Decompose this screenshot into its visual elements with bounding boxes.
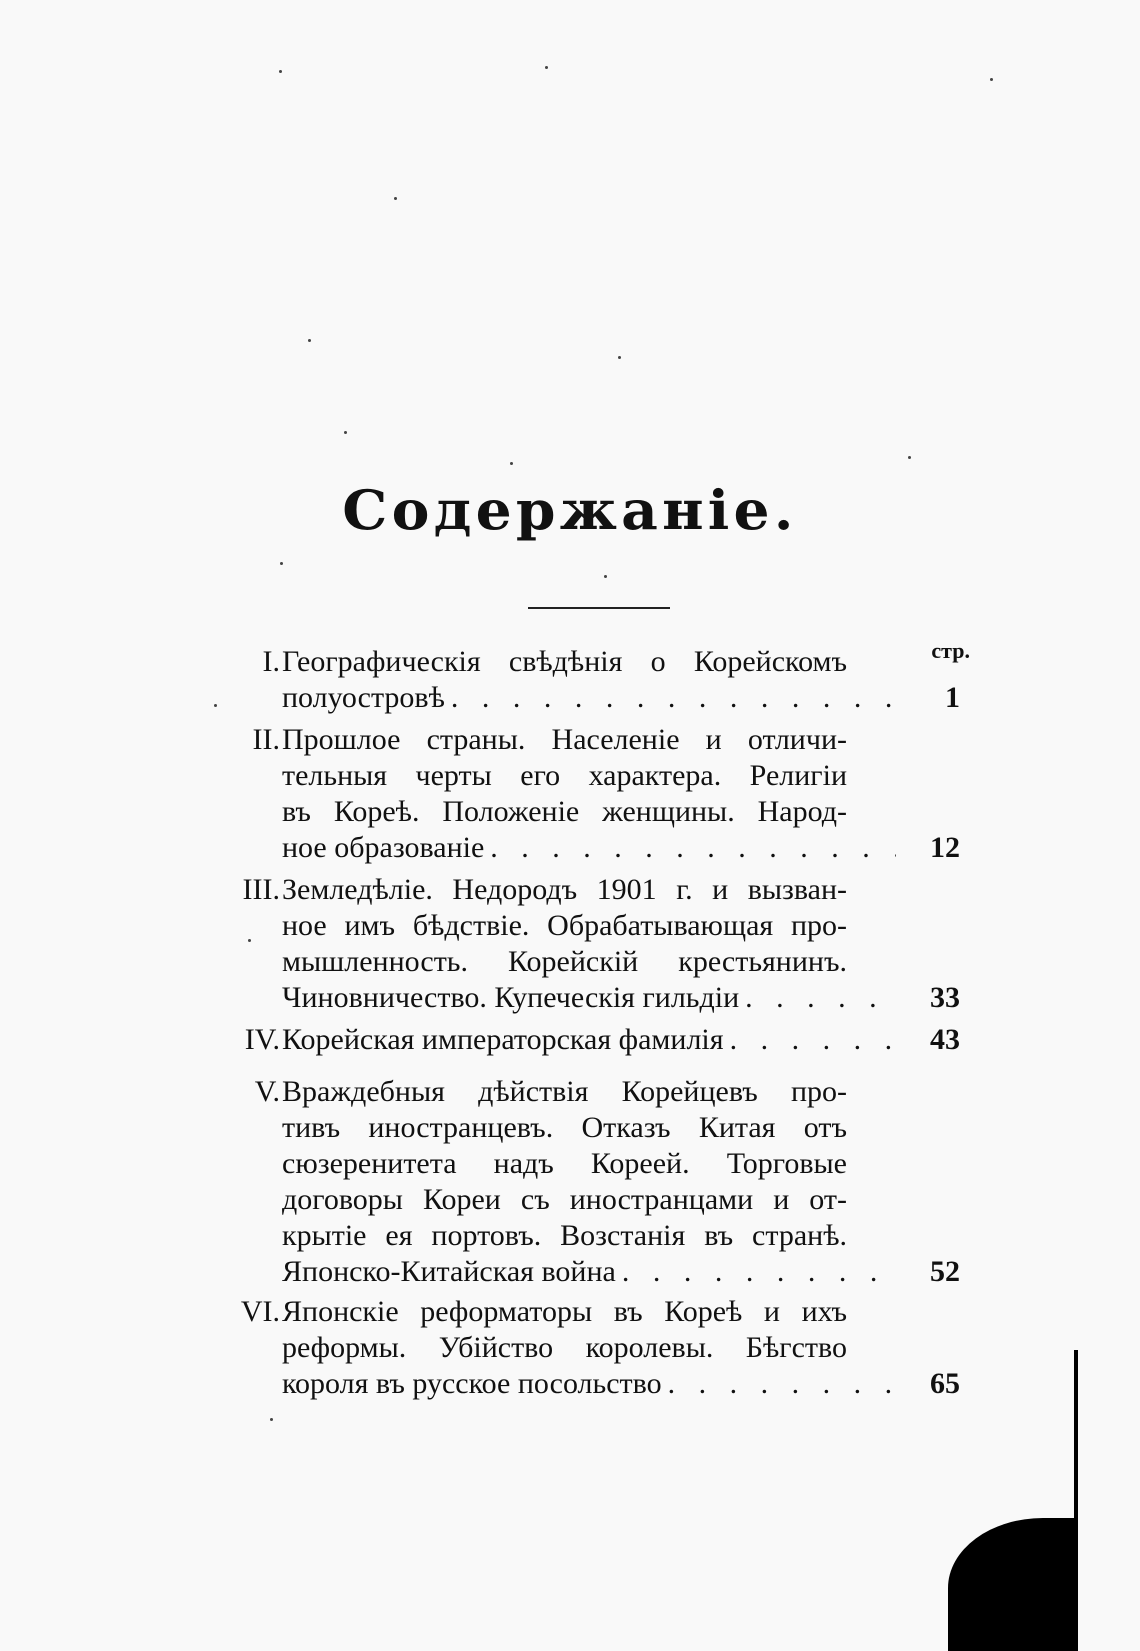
scan-speck [510, 462, 513, 465]
toc-entry-line: реформы. Убійство королевы. Бѣгство [282, 1331, 847, 1364]
toc-entry-page-number: 52 [930, 1255, 960, 1288]
toc-entry-text: короля въ русское посольство [282, 1367, 662, 1400]
scan-speck [908, 456, 911, 459]
scan-speck [308, 339, 311, 342]
toc-entry-line: Враждебныя дѣйствія Корейцевъ про- [282, 1075, 847, 1108]
scan-speck [618, 356, 621, 359]
toc-entry-text: Японско-Китайская война [282, 1255, 616, 1288]
toc-entry-page-number: 65 [930, 1367, 960, 1400]
scan-speck [248, 939, 251, 942]
toc-entry-text: ное образованіе [282, 831, 485, 864]
scan-speck [394, 197, 397, 200]
scan-speck [604, 575, 607, 578]
toc-entry-page-number: 43 [930, 1023, 960, 1056]
toc-entry-line: ное имъ бѣдствіе. Обрабатывающая про- [282, 909, 847, 942]
page-title: Содержаніе. [342, 478, 798, 542]
scan-speck [279, 70, 282, 73]
leader-dots [662, 1364, 896, 1404]
toc-entry-line: Прошлое страны. Населеніе и отличи- [282, 723, 847, 756]
toc-entry-text: Корейская императорская фамилія [282, 1023, 724, 1056]
toc-entry-line: Японскіе реформаторы въ Кореѣ и ихъ [282, 1295, 847, 1328]
toc-entry-line: договоры Кореи съ иностранцами и от- [282, 1183, 847, 1216]
toc-entry-numeral: I. [262, 645, 280, 678]
toc-entry-last-line [282, 678, 960, 718]
toc-entry-line: сюзеренитета надъ Кореей. Торговые [282, 1147, 847, 1180]
toc-entry-numeral: III. [242, 873, 280, 906]
toc-entry-line: въ Кореѣ. Положеніе женщины. Народ- [282, 795, 847, 828]
leader-dots [616, 1252, 896, 1292]
toc-entry-page-number: 33 [930, 981, 960, 1014]
leader-dots [724, 1020, 896, 1060]
page-column-header: стр. [931, 638, 970, 663]
toc-entry-page-number: 12 [930, 831, 960, 864]
scan-speck [545, 66, 548, 69]
toc-entry-numeral: II. [252, 723, 280, 756]
toc-entry-line: мышленность. Корейскій крестьянинъ. [282, 945, 847, 978]
leader-dots [445, 678, 896, 718]
leader-dots [484, 828, 896, 868]
scan-speck [280, 562, 283, 565]
toc-entry-line: тельныя черты его характера. Религіи [282, 759, 847, 792]
toc-entry-last-line [282, 828, 960, 868]
scan-page-edge [1074, 1350, 1078, 1620]
toc-entry-last-line [282, 1364, 960, 1404]
toc-entry-numeral: V. [254, 1075, 280, 1108]
scan-shadow-blot [948, 1518, 1078, 1651]
toc-entry-last-line [282, 1252, 960, 1292]
scan-speck [990, 78, 993, 81]
toc-entry-last-line [282, 978, 960, 1018]
toc-entry-numeral: IV. [244, 1023, 280, 1056]
toc-entry-page-number: 1 [945, 681, 960, 714]
scan-speck [270, 1418, 273, 1421]
toc-entry-text: Чиновничество. Купеческія гильдіи [282, 981, 740, 1014]
toc-entry-text: полуостровѣ [282, 681, 445, 714]
leader-dots [739, 978, 896, 1018]
scan-speck [344, 431, 347, 434]
toc-entry-line: Географическія свѣдѣнія о Корейскомъ [282, 645, 847, 678]
toc-entry-line: тивъ иностранцевъ. Отказъ Китая отъ [282, 1111, 847, 1144]
title-divider [528, 607, 670, 609]
toc-entry-last-line [282, 1020, 960, 1060]
toc-entry-line: крытіе ея портовъ. Возстанія въ странѣ. [282, 1219, 847, 1252]
toc-entry-line: Земледѣліе. Недородъ 1901 г. и вызван- [282, 873, 847, 906]
scan-speck [214, 704, 217, 707]
toc-entry-numeral: VI. [240, 1295, 280, 1328]
